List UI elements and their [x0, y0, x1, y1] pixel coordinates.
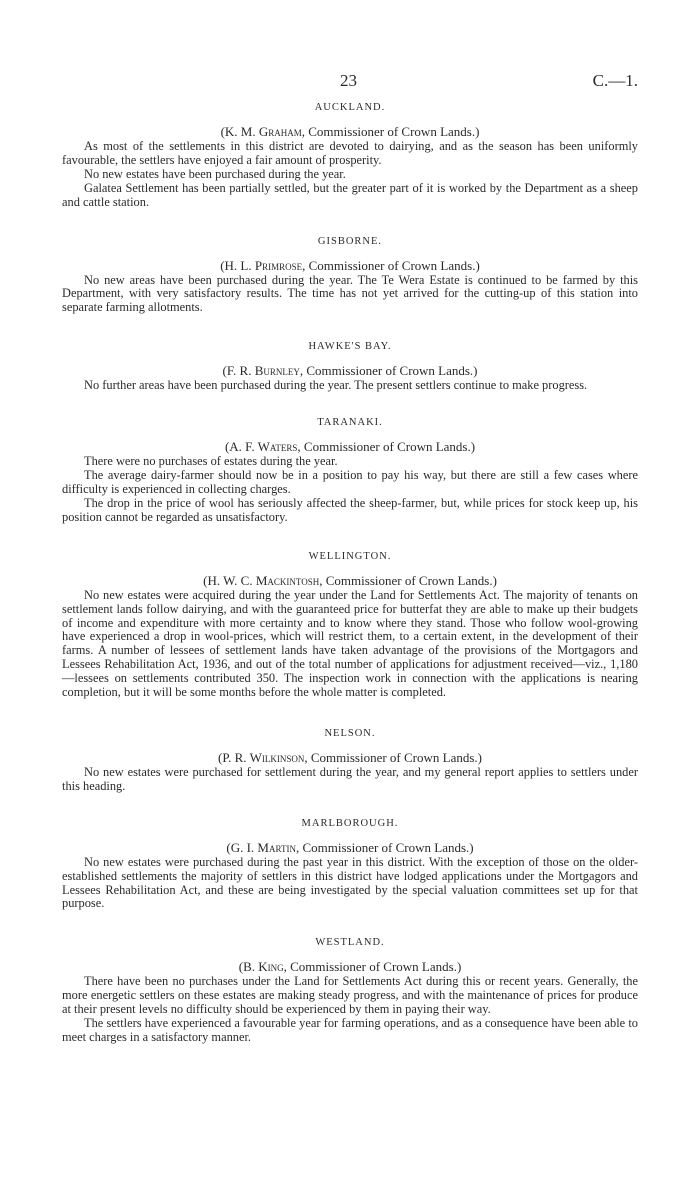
- commissioner-line: (F. R. Burnley, Commissioner of Crown Lands.): [222, 363, 478, 379]
- district-heading: HAWKE'S BAY.: [308, 341, 392, 353]
- district-heading: TARANAKI.: [317, 417, 383, 429]
- district-heading: WESTLAND.: [315, 937, 385, 949]
- district-heading: NELSON.: [324, 727, 376, 739]
- commissioner-name: H. W. C. Mackintosh: [207, 572, 320, 588]
- section-nelson: [62, 726, 638, 794]
- commissioner-line: (B. King, Commissioner of Crown Lands.): [238, 959, 462, 975]
- paragraph: No new estates were purchased for settlement during the year, and my general report applies to settlers under this heading.: [62, 764, 638, 793]
- report-body: [62, 100, 638, 1045]
- document-reference: C.—1.: [592, 71, 638, 90]
- section-wellington: [62, 549, 638, 700]
- paragraph: Galatea Settlement has been partially settled, but the greater part of it is worked by the Department as a sheep and cattle station.: [62, 180, 638, 209]
- page-header: [0, 71, 700, 93]
- commissioner-name: F. R. Burnley: [226, 363, 300, 379]
- section-auckland: [62, 100, 638, 210]
- section-gisborne: [62, 234, 638, 316]
- commissioner-name: H. L. Primrose: [224, 257, 303, 273]
- section-marlborough: [62, 816, 638, 912]
- commissioner-line: (H. W. C. Mackintosh, Commissioner of Crown Lands.): [203, 572, 497, 588]
- commissioner-name: A. F. Waters: [229, 439, 298, 455]
- commissioner-name: G. I. Martin: [230, 839, 296, 855]
- district-heading: GISBORNE.: [317, 235, 383, 247]
- commissioner-line: (A. F. Waters, Commissioner of Crown Lands.): [224, 439, 476, 455]
- section-taranaki: [62, 415, 638, 525]
- paragraph: There were no purchases of estates during the year.: [84, 454, 338, 469]
- commissioner-name: P. R. Wilkinson: [222, 749, 305, 765]
- commissioner-name: K. M. Graham: [224, 124, 302, 139]
- paragraph: As most of the settlements in this district are devoted to dairying, and as the season has been uniformly favourable, the settlers have enjoyed a fair amount of prosperity.: [62, 139, 638, 167]
- paragraph: No new estates were purchased during the past year in this district. With the exception of those on the older-established settlements the majority of settlers in this district have lodged applications under the Mortgagors and Lessees Rehabilitation Act, and these are being investigated by the special valuation committees set up for that purpose.: [62, 854, 638, 911]
- commissioner-line: (K. M. Graham, Commissioner of Crown Lands.): [220, 124, 480, 139]
- commissioner-line: (G. I. Martin, Commissioner of Crown Lands.): [226, 839, 474, 855]
- paragraph: The drop in the price of wool has seriously affected the sheep-farmer, but, while prices for stock keep up, his position cannot be regarded as unsatisfactory.: [62, 495, 638, 524]
- paragraph: The average dairy-farmer should now be in a position to pay his way, but there are still a few cases where difficulty is experienced in collecting charges.: [62, 468, 638, 496]
- section-westland: [62, 935, 638, 1045]
- commissioner-name: B. King: [243, 959, 284, 975]
- paragraph: No new estates were acquired during the year under the Land for Settlements Act. The majority of tenants on settlement lands follow dairying, and with the guaranteed price for butterfat they are able to make up their budgets of income and expenditure with more certainty and to know where they stand. Those who follow wool-growing have experienced a drop in wool-prices, which will restrict them, to a certain extent, in the development of their farms. A number of lessees of settlement lands have taken advantage of the provisions of the Mortgagors and Lessees Rehabilitation Act, 1936, and out of the total number of applications for adjustment received—viz., 1,180—lessees on settlements contributed 350. The inspection work in connection with the applications is nearing completion, but it will be some months before the whole matter is completed.: [62, 587, 638, 700]
- commissioner-line: (P. R. Wilkinson, Commissioner of Crown Lands.): [218, 749, 482, 765]
- paragraph: No new areas have been purchased during the year. The Te Wera Estate is continued to be farmed by this Department, with very satisfactory results. The time has not yet arrived for the cutting-up of this station into separate farming allotments.: [62, 272, 638, 315]
- paragraph: No further areas have been purchased during the year. The present settlers continue to make progress.: [84, 378, 588, 393]
- page-number: 23: [340, 71, 357, 90]
- commissioner-line: (H. L. Primrose, Commissioner of Crown Lands.): [220, 257, 480, 273]
- paragraph: No new estates have been purchased during the year.: [84, 166, 346, 181]
- paragraph: There have been no purchases under the Land for Settlements Act during this or recent years. Generally, the more energetic settlers on these estates are making steady progress, and with the maintenance of prices for produce at their present levels no difficulty should be experienced by them in paying their way.: [62, 974, 638, 1017]
- paragraph: The settlers have experienced a favourable year for farming operations, and as a consequence have been able to meet charges in a satisfactory manner.: [62, 1016, 638, 1044]
- district-heading: MARLBOROUGH.: [301, 817, 399, 829]
- district-heading: AUCKLAND.: [314, 102, 386, 113]
- district-heading: WELLINGTON.: [308, 550, 392, 562]
- section-hawkes-bay: [62, 339, 638, 393]
